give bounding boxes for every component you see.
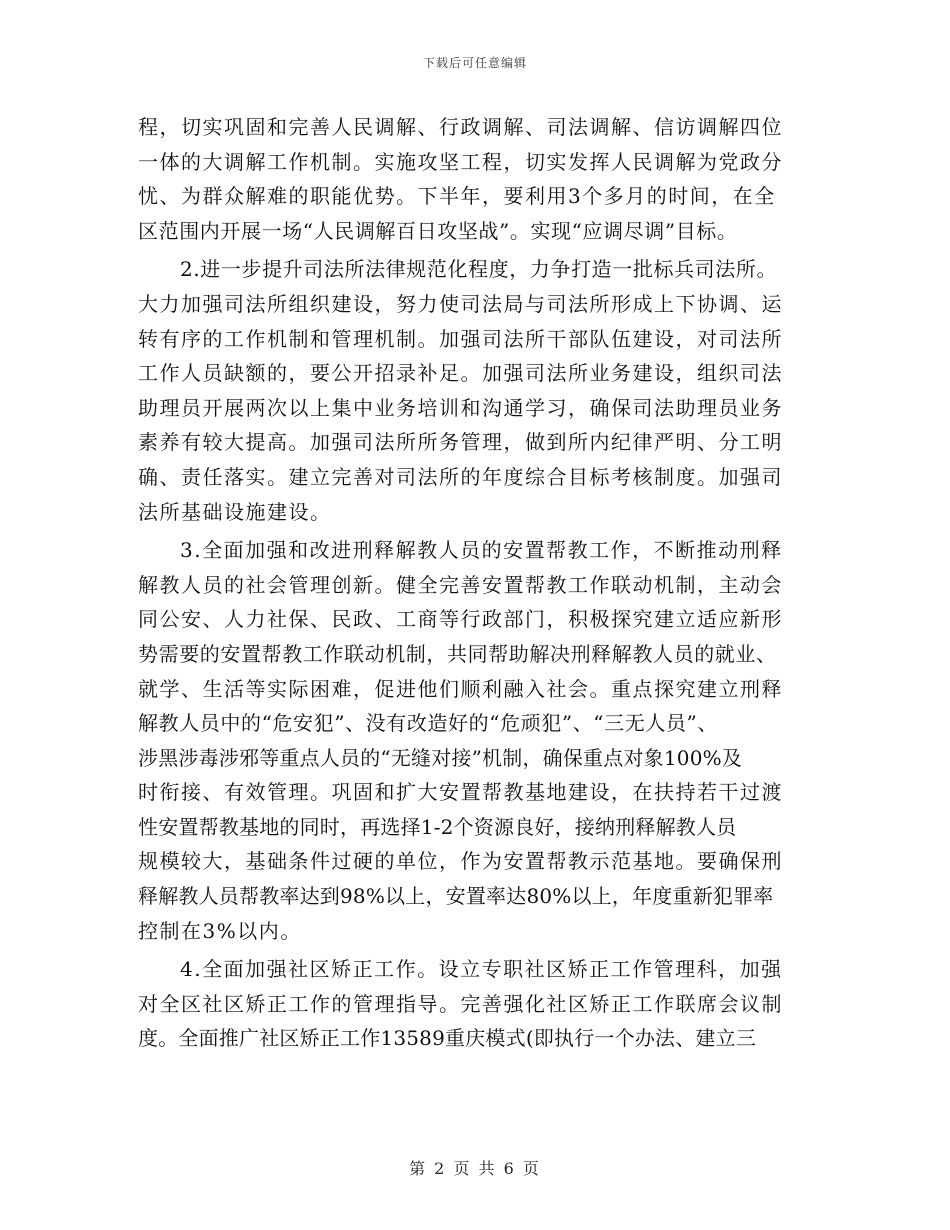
- text-line: 同公安、人力社保、民政、工商等行政部门，积极探究建立适应新形: [138, 607, 783, 632]
- text-line: 时衔接、有效管理。巩固和扩大安置帮教基地建设，在扶持若干过渡: [138, 780, 783, 805]
- text-line: 解教人员中的“危安犯”、没有改造好的“危顽犯”、“三无人员”、: [138, 711, 718, 736]
- text-line: 势需要的安置帮教工作联动机制，共同帮助解决刑释解教人员的就业、: [138, 641, 777, 666]
- text-line: 一体的大调解工作机制。实施攻坚工程，切实发挥人民调解为党政分: [138, 149, 783, 174]
- text-line: 区范围内开展一场“人民调解百日攻坚战”。实现“应调尽调”目标。: [138, 218, 738, 243]
- text-line: 控制在3%以内。: [138, 918, 302, 943]
- text-line: 解教人员的社会管理创新。健全完善安置帮教工作联动机制，主动会: [138, 572, 783, 597]
- text-line: 释解教人员帮教率达到98%以上，安置率达80%以上，年度重新犯罪率: [138, 884, 774, 909]
- text-line: 度。全面推广社区矫正工作13589重庆模式(即执行一个办法、建立三: [138, 1026, 757, 1051]
- text-line: 转有序的工作机制和管理机制。加强司法所干部队伍建设，对司法所: [138, 326, 783, 351]
- text-line: 工作人员缺额的，要公开招录补足。加强司法所业务建设，组织司法: [138, 361, 783, 386]
- page-header-note: 下载后可任意编辑: [422, 56, 527, 70]
- text-line: 对全区社区矫正工作的管理指导。完善强化社区矫正工作联席会议制: [138, 991, 783, 1016]
- text-line: 就学、生活等实际困难，促进他们顺利融入社会。重点探究建立刑释: [138, 676, 783, 701]
- text-line: 程，切实巩固和完善人民调解、行政调解、司法调解、信访调解四位: [138, 115, 783, 139]
- paragraph-3-first-line: 3.全面加强和改进刑释解教人员的安置帮教工作，不断推动刑释: [180, 538, 783, 563]
- text-line: 素养有较大提高。加强司法所所务管理，做到所内纪律严明、分工明: [138, 430, 783, 455]
- text-line: 大力加强司法所组织建设，努力使司法局与司法所形成上下协调、运: [138, 291, 783, 316]
- paragraph-4-first-line: 4.全面加强社区矫正工作。设立专职社区矫正工作管理科，加强: [180, 957, 783, 982]
- document-body: [138, 110, 828, 1056]
- text-line: 性安置帮教基地的同时，再选择1-2个资源良好，接纳刑释解教人员: [138, 814, 737, 839]
- text-line: 涉黑涉毒涉邪等重点人员的“无缝对接”机制，确保重点对象100%及: [138, 745, 743, 770]
- text-line: 助理员开展两次以上集中业务培训和沟通学习，确保司法助理员业务: [138, 395, 783, 420]
- text-line: 忧、为群众解难的职能优势。下半年，要利用3个多月的时间，在全: [138, 184, 776, 209]
- text-line: 规模较大，基础条件过硬的单位，作为安置帮教示范基地。要确保刑: [138, 849, 783, 874]
- text-line: 确、责任落实。建立完善对司法所的年度综合目标考核制度。加强司: [138, 464, 783, 489]
- paragraph-2-first-line: 2.进一步提升司法所法律规范化程度，力争打造一批标兵司法所。: [180, 257, 778, 282]
- page-number-footer: 第 2 页 共 6 页: [409, 1159, 541, 1178]
- text-line: 法所基础设施建设。: [138, 499, 332, 524]
